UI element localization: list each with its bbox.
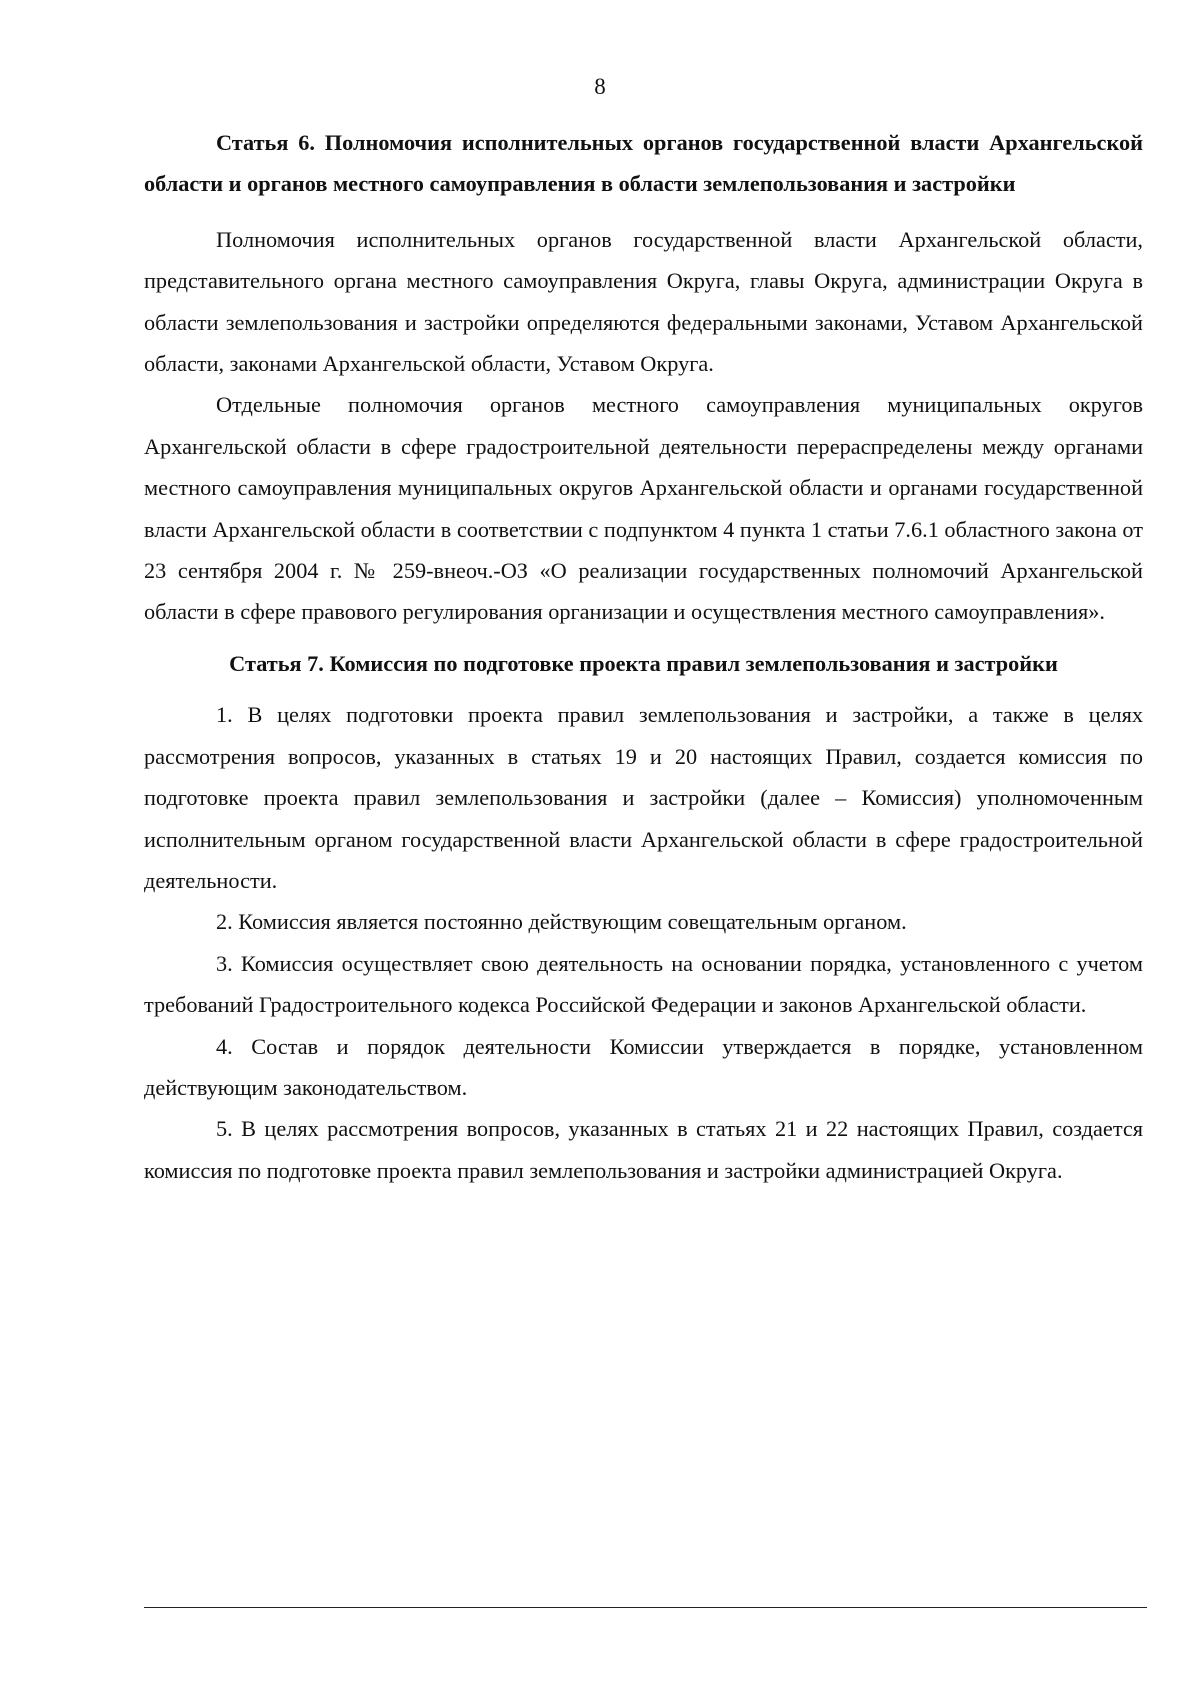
article-6-heading: Статья 6. Полномочия исполнительных органов государственной власти Архангельской области и органов местного самоуправления в области землепользования и застройки (144, 130, 1143, 197)
article-6-paragraph: Полномочия исполнительных органов государственной власти Архангельской области, представительного органа местного самоуправления Округа, главы Округа, администрации Округа в области землепользования и застройки определяются федеральными законами, Уставом Архангельской области, законами Архангельской области, Уставом Округа. (144, 226, 1143, 377)
article-7-paragraph: 3. Комиссия осуществляет свою деятельность на основании порядка, установленного с учетом требований Градостроительного кодекса Российской Федерации и законов Архангельской области. (144, 950, 1143, 1018)
article-7-heading: Статья 7. Комиссия по подготовке проекта правил землепользования и застройки (229, 650, 1058, 676)
page-number: 8 (594, 74, 606, 99)
article-7-paragraph: 5. В целях рассмотрения вопросов, указанных в статьях 21 и 22 настоящих Правил, создается комиссия по подготовке проекта правил землепользования и застройки администрацией Округа. (144, 1116, 1143, 1183)
article-6-paragraph: Отдельные полномочия органов местного самоуправления муниципальных округов Архангельской области в сфере градостроительной деятельности перераспределены между органами местного самоуправления муниципальных округов Архангельской области и органами государственной власти Архангельской области в соответствии с подпунктом 4 пункта 1 статьи 7.6.1 областного закона от 23 сентября 2004 г. № 259-внеоч.-ОЗ «О реализации государственных полномочий Архангельской области в сфере правового регулирования организации и осуществления местного самоуправления». (144, 392, 1143, 625)
article-7-paragraph: 4. Состав и порядок деятельности Комиссии утверждается в порядке, установленном действующим законодательством. (144, 1033, 1143, 1100)
article-7-paragraph: 2. Комиссия является постоянно действующим совещательным органом. (216, 909, 907, 935)
page-content (144, 122, 1143, 1191)
article-7-paragraph: 1. В целях подготовки проекта правил землепользования и застройки, а также в целях рассмотрения вопросов, указанных в статьях 19 и 20 настоящих Правил, создается комиссия по подготовке проекта правил землепользования и застройки (далее – Комиссия) уполномоченным исполнительным органом государственной власти Архангельской области в сфере градостроительной деятельности. (144, 702, 1143, 893)
footer-divider (144, 1607, 1147, 1608)
